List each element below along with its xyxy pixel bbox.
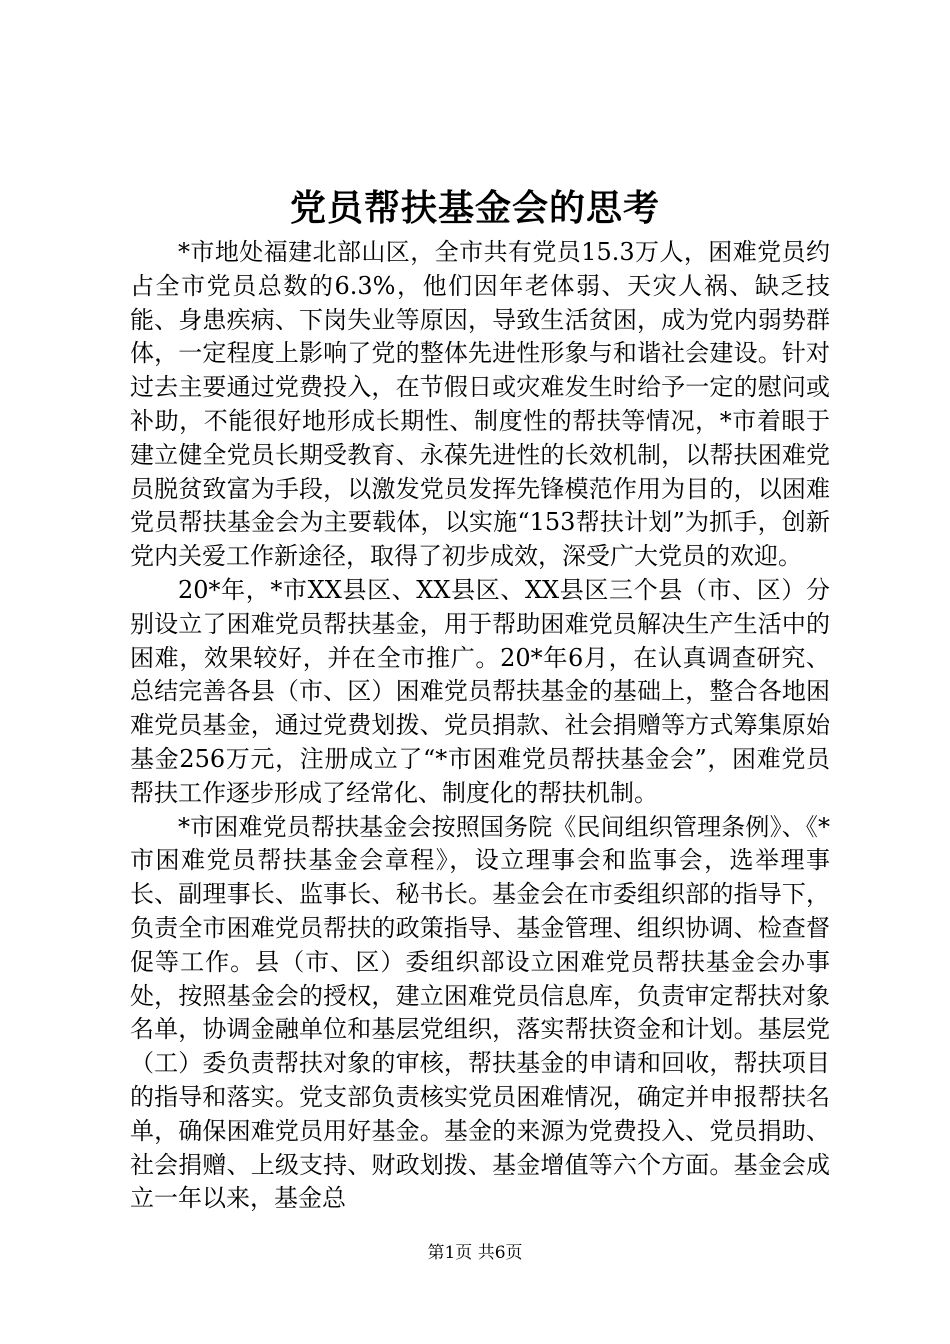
page-footer: 第1页 共6页 <box>427 1243 523 1263</box>
paragraph-2: 20*年，*市XX县区、XX县区、XX县区三个县（市、区）分别设立了困难党员帮扶基金，用于帮助困难党员解决生产生活中的困难，效果较好，并在全市推广。20*年6月，在认真调查研究、总结完善各县（市、区）困难党员帮扶基金的基础上，整合各地困难党员基金，通过党费划拨、党员捐款、社会捐赠等方式筹集原始基金256万元，注册成立了“*市困难党员帮扶基金会”，困难党员帮扶工作逐步形成了经常化、制度化的帮扶机制。 <box>130 575 830 807</box>
document-title: 党员帮扶基金会的思考 <box>289 187 660 229</box>
paragraph-1: *市地处福建北部山区，全市共有党员15.3万人，困难党员约占全市党员总数的6.3%，他们因年老体弱、天灾人祸、缺乏技能、身患疾病、下岗失业等原因，导致生活贫困，成为党内弱势群体，一定程度上影响了党的整体先进性形象与和谐社会建设。针对过去主要通过党费投入，在节假日或灾难发生时给予一定的慰问或补助，不能很好地形成长期性、制度性的帮扶等情况，*市着眼于建立健全党员长期受教育、永葆先进性的长效机制，以帮扶困难党员脱贫致富为手段，以激发党员发挥先锋模范作用为目的，以困难党员帮扶基金会为主要载体，以实施“153帮扶计划”为抓手，创新党内关爱工作新途径，取得了初步成效，深受广大党员的欢迎。 <box>130 238 830 571</box>
document-body <box>130 236 830 1216</box>
paragraph-3: *市困难党员帮扶基金会按照国务院《民间组织管理条例》、《*市困难党员帮扶基金会章程》，设立理事会和监事会，选举理事长、副理事长、监事长、秘书长。基金会在市委组织部的指导下，负责全市困难党员帮扶的政策指导、基金管理、组织协调、检查督促等工作。县（市、区）委组织部设立困难党员帮扶基金会办事处，按照基金会的授权，建立困难党员信息库，负责审定帮扶对象名单，协调金融单位和基层党组织，落实帮扶资金和计划。基层党（工）委负责帮扶对象的审核，帮扶基金的申请和回收，帮扶项目的指导和落实。党支部负责核实党员困难情况，确定并申报帮扶名单，确保困难党员用好基金。基金的来源为党费投入、党员捐助、社会捐赠、上级支持、财政划拨、基金增值等六个方面。基金会成立一年以来，基金总 <box>130 812 830 1213</box>
